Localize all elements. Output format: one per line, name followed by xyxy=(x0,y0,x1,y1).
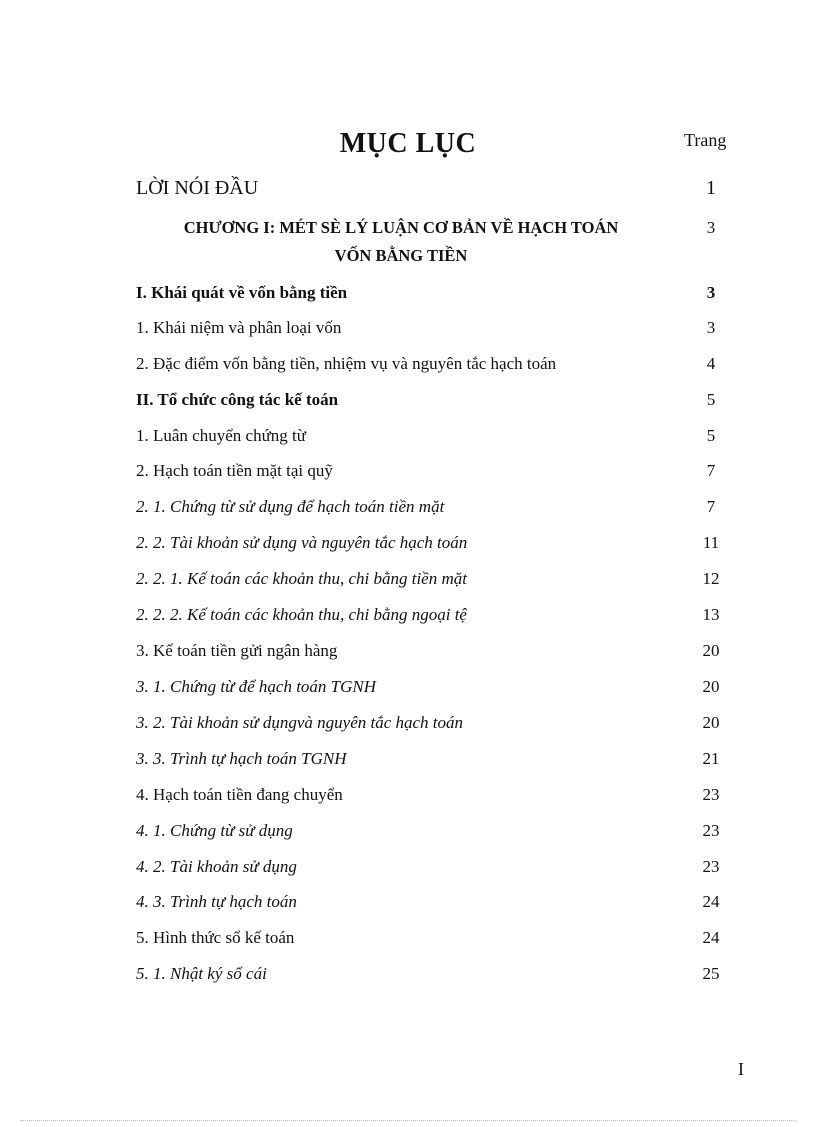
toc-entry-text: 3. 2. Tài khoản sử dụngvà nguyên tắc hạch toán xyxy=(136,713,464,732)
toc-entry-page: 13 xyxy=(702,605,720,624)
toc-entry-page: 20 xyxy=(702,677,720,696)
toc-entry-page: 7 xyxy=(706,497,716,516)
toc-entry-text: 5. Hình thức sổ kế toán xyxy=(136,928,295,947)
toc-entry-page: 24 xyxy=(702,892,720,911)
toc-entry-text: I. Khái quát về vốn bằng tiền xyxy=(136,283,348,302)
toc-entry-page: 5 xyxy=(706,426,716,445)
toc-entry-page: 7 xyxy=(706,461,716,480)
toc-entry-text: 4. 2. Tài khoản sử dụng xyxy=(136,857,297,876)
toc-entry-page: 25 xyxy=(702,964,720,983)
toc-entry-text: II. Tổ chức công tác kế toán xyxy=(136,390,339,409)
toc-entry-page: 11 xyxy=(702,533,720,552)
toc-entry-page: 23 xyxy=(702,821,720,840)
chapter-title-line-1: CHƯƠNG I: MÉT SÈ LÝ LUẬN CƠ BẢN VỀ HẠCH TOÁN xyxy=(183,218,619,237)
toc-entry-text: 4. Hạch toán tiền đang chuyển xyxy=(136,785,343,804)
toc-entry-text: 3. 1. Chứng từ để hạch toán TGNH xyxy=(136,677,377,696)
toc-entry-text: 3. 3. Trình tự hạch toán TGNH xyxy=(136,749,347,768)
page-column-label: Trang xyxy=(684,130,727,150)
toc-entry-page: 3 xyxy=(706,283,716,302)
toc-entry-text: 2. Đặc điểm vốn bằng tiền, nhiệm vụ và nguyên tắc hạch toán xyxy=(136,354,557,373)
toc-entry-page: 21 xyxy=(702,749,720,768)
chapter-title-line-2: VỐN BẰNG TIỀN xyxy=(334,246,468,265)
toc-entry-text: 1. Khái niệm và phân loại vốn xyxy=(136,318,342,337)
toc-entry-text: 4. 1. Chứng từ sử dụng xyxy=(136,821,293,840)
toc-entry-text: 2. 2. 2. Kế toán các khoản thu, chi bằng ngoại tệ xyxy=(136,605,467,624)
toc-entry-page: 3 xyxy=(706,218,716,237)
toc-entry-text: 4. 3. Trình tự hạch toán xyxy=(136,892,297,911)
toc-entry-page: 23 xyxy=(702,857,720,876)
toc-entry-page: 3 xyxy=(706,318,716,337)
toc-entry-text: 5. 1. Nhật ký sổ cái xyxy=(136,964,267,983)
toc-entry-page: 24 xyxy=(702,928,720,947)
toc-entry-text: 2. 2. 1. Kế toán các khoản thu, chi bằng tiền mặt xyxy=(136,569,467,588)
toc-entry-text: 1. Luân chuyển chứng từ xyxy=(136,426,306,445)
page-title: MỤC LỤC xyxy=(339,128,477,159)
toc-entry-text: 2. 1. Chứng từ sử dụng để hạch toán tiền mặt xyxy=(136,497,445,516)
page-number: I xyxy=(738,1059,744,1079)
toc-entry-page: 20 xyxy=(702,641,720,660)
toc-entry-page: 12 xyxy=(702,569,720,588)
toc-entry-text: LỜI NÓI ĐẦU xyxy=(136,177,259,199)
toc-entry-page: 20 xyxy=(702,713,720,732)
page-bottom-divider xyxy=(20,1120,796,1121)
toc-entry-text: 2. 2. Tài khoản sử dụng và nguyên tắc hạch toán xyxy=(136,533,468,552)
toc-entry-page: 1 xyxy=(706,177,716,199)
toc-entry-text: 2. Hạch toán tiền mặt tại quỹ xyxy=(136,461,333,480)
toc-entry-page: 23 xyxy=(702,785,720,804)
toc-entry-page: 4 xyxy=(706,354,716,373)
toc-entry-text: 3. Kế toán tiền gửi ngân hàng xyxy=(136,641,338,660)
toc-entry-page: 5 xyxy=(706,390,716,409)
